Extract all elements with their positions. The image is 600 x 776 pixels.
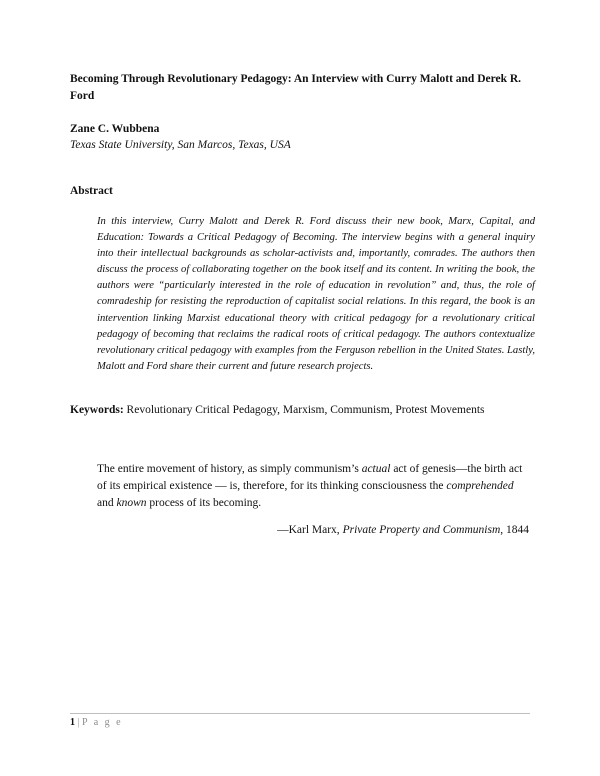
document-title: Becoming Through Revolutionary Pedagogy: An Interview with Curry Malott and Derek R. Ford (70, 73, 522, 102)
keywords-list: Revolutionary Critical Pedagogy, Marxism, Communism, Protest Movements (126, 404, 485, 416)
keywords-line (70, 404, 485, 416)
footer-divider (70, 713, 530, 714)
page-footer (70, 717, 123, 728)
page-number: 1 (70, 717, 75, 728)
footer-separator: | (77, 717, 80, 728)
keywords-label: Keywords: (70, 404, 124, 416)
abstract-text: In this interview, Curry Malott and Derek R. Ford discuss their new book, Marx, Capital, and Education: Towards a Critical Pedagogy of Becoming. The interview begins with a general inquiry into their intellectual backgrounds as scholar-activists and, importantly, comrades. The authors then discuss the process of collaborating together on the book itself and its content. In writing the book, the authors were “particularly interested in the role of education in revolution” and, thus, the role of comradeship for resisting the reproduction of capitalist social relations. In this regard, the book is an intervention linking Marxist educational theory with critical pedagogy for a revolutionary critical pedagogy of becoming that reclaims the radical roots of critical pedagogy. The authors contextualize revolutionary critical pedagogy with examples from the Ferguson rebellion in the United States. Lastly, Malott and Ford share their current and future research projects. (97, 216, 535, 372)
author-name: Zane C. Wubbena (70, 123, 160, 135)
author-affiliation: Texas State University, San Marcos, Texas, USA (70, 139, 291, 151)
page-label: P a g e (82, 717, 123, 728)
abstract-heading: Abstract (70, 185, 113, 197)
epigraph-quote: The entire movement of history, as simply communism’s actual act of genesis—the birth act of its empirical existence — is, therefore, for its thinking consciousness the comprehended and known process of its becoming. (97, 463, 523, 510)
epigraph-attribution: —Karl Marx, Private Property and Communism, 1844 (277, 524, 529, 536)
